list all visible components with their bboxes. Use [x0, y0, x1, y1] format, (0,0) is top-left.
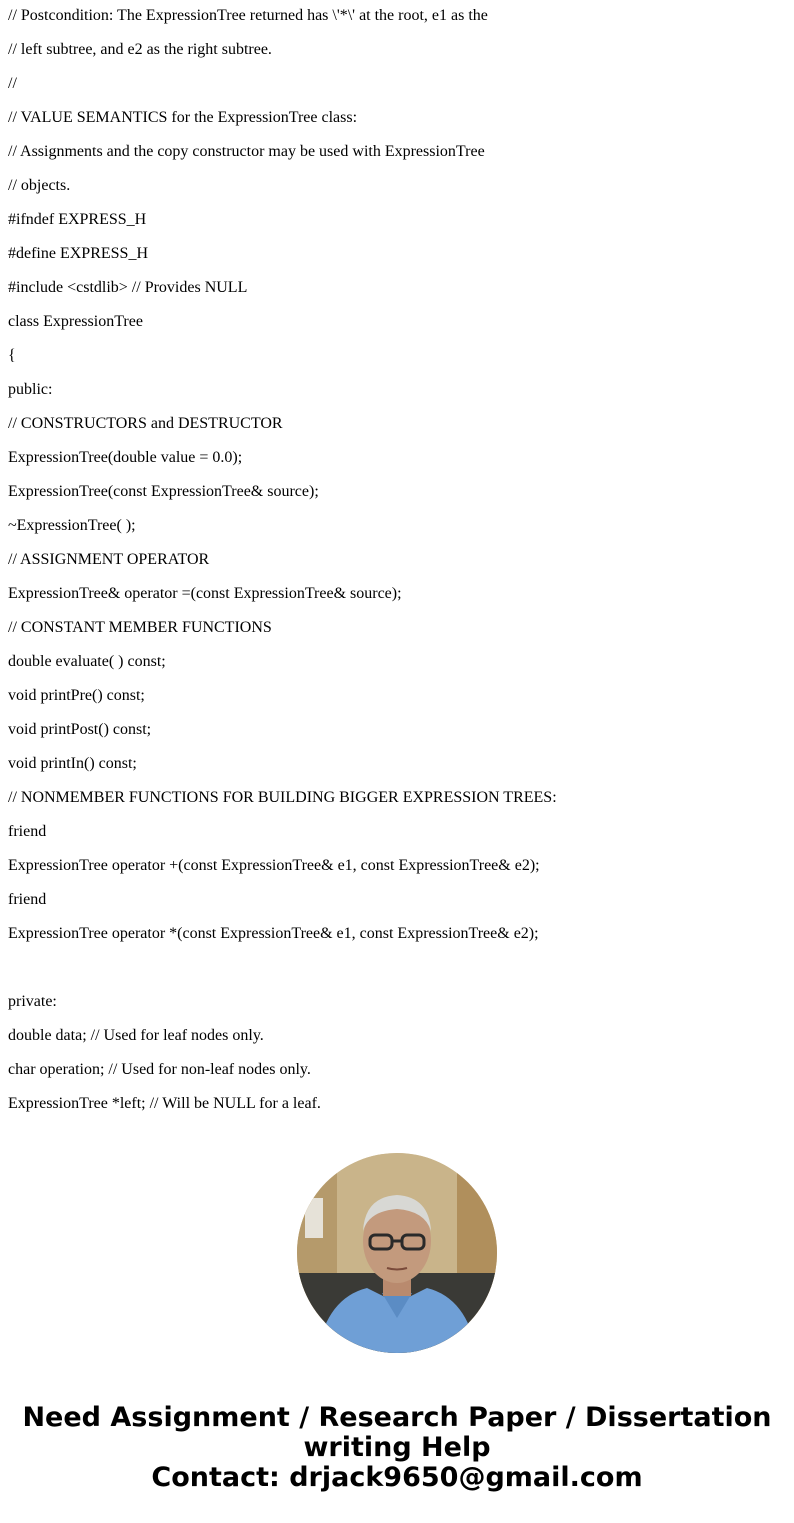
- code-line: void printPre() const;: [8, 687, 145, 704]
- code-line: #include <cstdlib> // Provides NULL: [8, 279, 248, 296]
- code-line: double data; // Used for leaf nodes only.: [8, 1027, 264, 1044]
- promo-contact: Contact: drjack9650@gmail.com: [151, 1462, 643, 1493]
- promo-line-2: writing Help: [303, 1432, 491, 1463]
- code-line: double evaluate( ) const;: [8, 653, 166, 670]
- code-line: ExpressionTree operator +(const ExpressionTree& e1, const ExpressionTree& e2);: [8, 857, 540, 874]
- promo-banner: [0, 1403, 794, 1493]
- code-line: [8, 952, 788, 986]
- code-line: // Postcondition: The ExpressionTree returned has \'*\' at the root, e1 as the: [8, 7, 488, 24]
- code-line: // Assignments and the copy constructor may be used with ExpressionTree: [8, 143, 485, 160]
- code-line: // CONSTRUCTORS and DESTRUCTOR: [8, 415, 283, 432]
- code-line: public:: [8, 381, 53, 398]
- code-line: void printPost() const;: [8, 721, 152, 738]
- code-line: //: [8, 75, 17, 92]
- code-line: ExpressionTree(double value = 0.0);: [8, 449, 243, 466]
- code-line: // NONMEMBER FUNCTIONS FOR BUILDING BIGGER EXPRESSION TREES:: [8, 789, 557, 806]
- code-line: // VALUE SEMANTICS for the ExpressionTree class:: [8, 109, 358, 126]
- code-line: // objects.: [8, 177, 71, 194]
- code-line: class ExpressionTree: [8, 313, 143, 330]
- code-line: char operation; // Used for non-leaf nodes only.: [8, 1061, 311, 1078]
- code-line: private:: [8, 993, 57, 1010]
- code-line: friend: [8, 891, 47, 908]
- code-line: ExpressionTree(const ExpressionTree& source);: [8, 483, 319, 500]
- code-line: // CONSTANT MEMBER FUNCTIONS: [8, 619, 272, 636]
- author-avatar: [297, 1153, 497, 1353]
- promo-line-1: Need Assignment / Research Paper / Dissertation: [22, 1402, 772, 1433]
- author-portrait-image: [297, 1153, 497, 1353]
- code-line: friend: [8, 823, 47, 840]
- code-line: ExpressionTree operator *(const ExpressionTree& e1, const ExpressionTree& e2);: [8, 925, 539, 942]
- code-line: void printIn() const;: [8, 755, 137, 772]
- code-line: #ifndef EXPRESS_H: [8, 211, 147, 228]
- code-line: // left subtree, and e2 as the right subtree.: [8, 41, 272, 58]
- code-line: // ASSIGNMENT OPERATOR: [8, 551, 210, 568]
- code-line: #define EXPRESS_H: [8, 245, 148, 262]
- code-line: ~ExpressionTree( );: [8, 517, 136, 534]
- code-line: ExpressionTree& operator =(const ExpressionTree& source);: [8, 585, 402, 602]
- code-listing: [8, 0, 788, 1122]
- code-line: {: [8, 347, 16, 364]
- code-line: ExpressionTree *left; // Will be NULL for a leaf.: [8, 1095, 321, 1112]
